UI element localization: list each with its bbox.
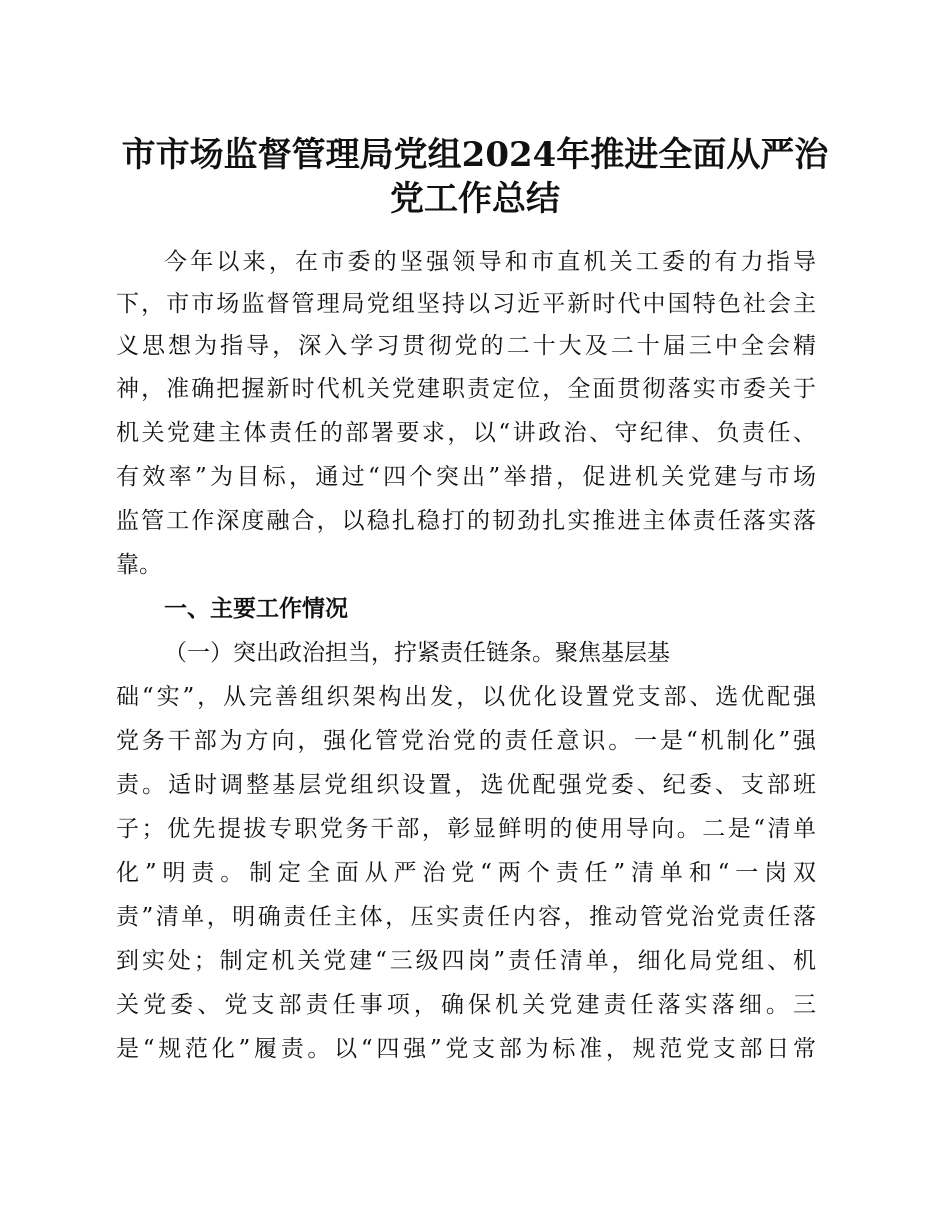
intro-line: 今年以来，在市委的坚强领导和市直机关工委的有力指导: [164, 249, 816, 275]
intro-line: 有效率”为目标，通过“四个突出”举措，促进机关党建与市场: [116, 464, 816, 490]
section-line: 是“规范化”履责。以“四强”党支部为标准，规范党支部日常: [116, 1036, 816, 1062]
section-line: 子；优先提拔专职党务干部，彰显鲜明的使用导向。二是“清单: [116, 816, 816, 842]
section-line: 化”明责。制定全面从严治党“两个责任”清单和“一岗双: [116, 860, 816, 886]
intro-line: 下，市市场监督管理局党组坚持以习近平新时代中国特色社会主: [116, 291, 816, 317]
section-line: 到实处；制定机关党建“三级四岗”责任清单，细化局党组、机: [116, 948, 816, 974]
intro-line: 靠。: [116, 552, 162, 578]
section-line: 础“实”，从完善组织架构出发，以优化设置党支部、选优配强: [116, 684, 816, 710]
section-line: 关党委、党支部责任事项，确保机关党建责任落实落细。三: [116, 992, 816, 1018]
intro-line: 义思想为指导，深入学习贯彻党的二十大及二十届三中全会精: [116, 333, 816, 359]
section-line: （一）突出政治担当，拧紧责任链条。聚焦基层基: [164, 640, 670, 666]
intro-line: 神，准确把握新时代机关党建职责定位，全面贯彻落实市委关于: [116, 376, 816, 402]
section-line: 责。适时调整基层党组织设置，选优配强党委、纪委、支部班: [116, 772, 816, 798]
intro-line: 机关党建主体责任的部署要求，以“讲政治、守纪律、负责任、: [116, 420, 816, 446]
section-line: 党务干部为方向，强化管党治党的责任意识。一是“机制化”强: [116, 728, 816, 754]
document-title-line-1: 市市场监督管理局党组2024年推进全面从严治: [121, 135, 829, 175]
intro-line: 监管工作深度融合，以稳扎稳打的韧劲扎实推进主体责任落实落: [116, 508, 816, 534]
document-title-line-2: 党工作总结: [390, 179, 560, 219]
section-heading: 一、主要工作情况: [164, 596, 348, 622]
section-line: 责”清单，明确责任主体，压实责任内容，推动管党治党责任落: [116, 904, 816, 930]
